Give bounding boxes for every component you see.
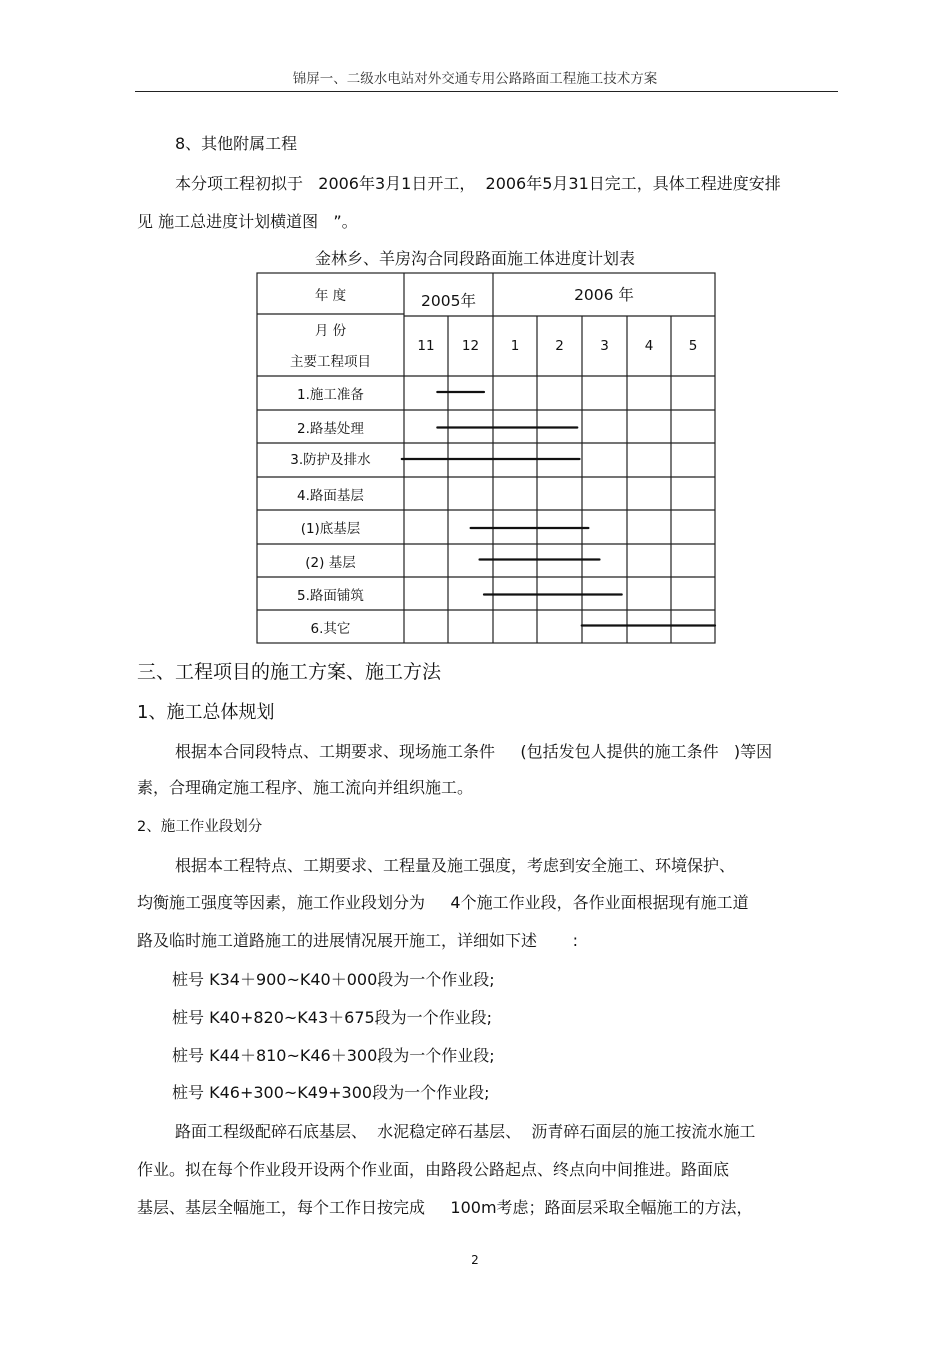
subsection2-line3: 路及临时施工道路施工的进展情况展开施工，详细如下述 : [137, 931, 578, 950]
month-cell: 11 [417, 338, 435, 354]
document-header: 锦屏一、二级水电站对外交通专用公路路面工程施工技术方案 [292, 71, 658, 87]
schedule-caption: 金林乡、羊房沟合同段路面施工体进度计划表 [314, 249, 635, 268]
item-cell: 5.路面铺筑 [297, 587, 364, 604]
segment-item: 桩号 K40+820~K43＋675段为一个作业段; [172, 1008, 493, 1027]
month-cell: 2 [555, 338, 564, 354]
paragraph3-line2: 作业。拟在每个作业段开设两个作业面，由路段公路起点、终点向中间推进。路面底 [137, 1160, 730, 1179]
header-month-label: 月 份 [314, 323, 347, 339]
item-cell: 3.防护及排水 [290, 452, 371, 468]
item-cell: 2.路基处理 [297, 420, 364, 437]
section8-heading: 8、其他附属工程 [175, 134, 298, 153]
header-year-label: 年 度 [314, 287, 347, 304]
month-cell: 12 [461, 338, 480, 354]
subsection1-heading: 1、施工总体规划 [137, 702, 275, 723]
subsection2-heading: 2、施工作业段划分 [137, 819, 263, 835]
subsection2-line1: 根据本工程特点、工期要求、工程量及施工强度，考虑到安全施工、环境保护、 [175, 856, 736, 875]
month-cell: 1 [510, 338, 520, 354]
item-cell: 1.施工准备 [297, 387, 364, 403]
subsection2-line2: 均衡施工强度等因素，施工作业段划分为 4个施工作业段，各作业面根据现有施工道 [137, 893, 749, 912]
section8-paragraph-line2: 见 施工总进度计划横道图 ”。 [137, 212, 358, 231]
page-number: 2 [471, 1253, 479, 1267]
header-item-label: 主要工程项目 [290, 354, 371, 370]
paragraph3-line1: 路面工程级配碎石底基层、 水泥稳定碎石基层、 沥青碎石面层的施工按流水施工 [175, 1122, 756, 1141]
item-cell: 4.路面基层 [297, 487, 364, 504]
year-2006-label: 2006 年 [574, 286, 634, 304]
item-cell: (2) 基层 [305, 554, 356, 571]
year-2005-label: 2005年 [421, 291, 476, 310]
subsection1-line2: 素，合理确定施工程序、施工流向并组织施工。 [137, 778, 474, 797]
segment-item: 桩号 K44＋810~K46＋300段为一个作业段; [172, 1046, 495, 1065]
segment-item: 桩号 K46+300~K49+300段为一个作业段; [172, 1083, 490, 1102]
segment-item: 桩号 K34＋900~K40＋000段为一个作业段; [172, 970, 495, 989]
month-cell: 3 [600, 338, 609, 354]
item-cell: 6.其它 [310, 620, 351, 637]
month-cell: 4 [644, 338, 654, 354]
month-cell: 5 [688, 338, 698, 354]
item-cell: (1)底基层 [300, 521, 361, 537]
paragraph3-line3: 基层、基层全幅施工，每个工作日按完成 100m考虑；路面层采取全幅施工的方法， [137, 1198, 753, 1217]
section8-paragraph-line1: 本分项工程初拟于 2006年3月1日开工， 2006年5月31日完工，具体工程进度安排 [175, 174, 781, 193]
section3-heading: 三、工程项目的施工方案、施工方法 [137, 661, 442, 683]
subsection1-line1: 根据本合同段特点、工期要求、现场施工条件 (包括发包人提供的施工条件 )等因 [175, 742, 773, 761]
